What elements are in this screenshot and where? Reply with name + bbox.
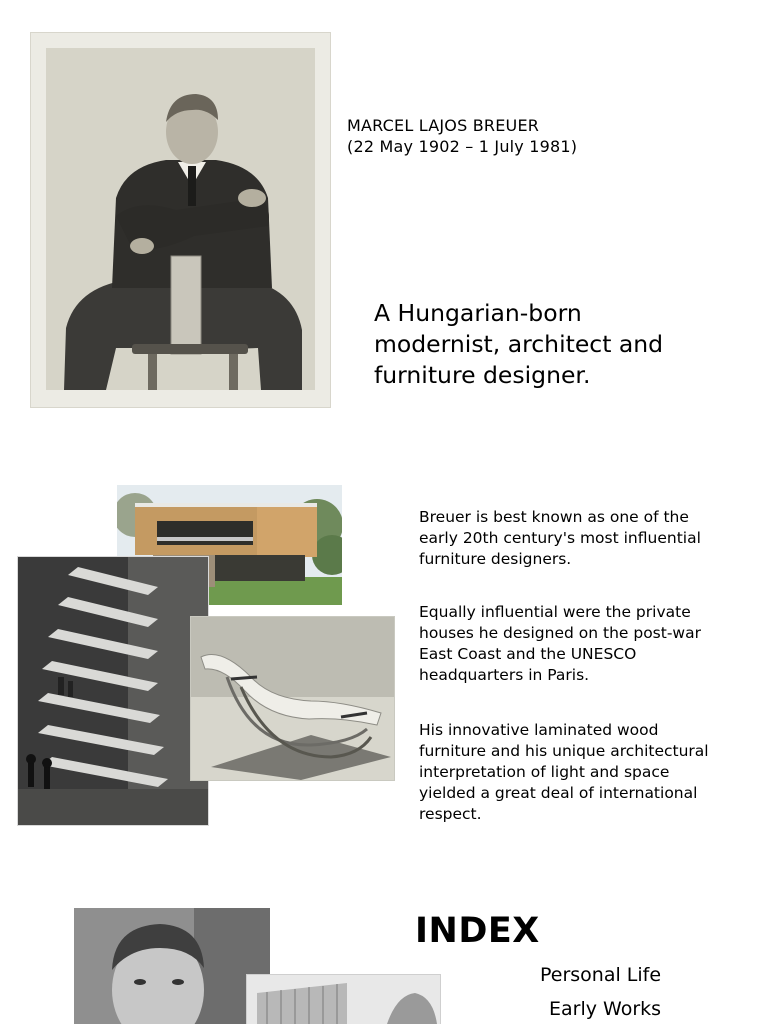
life-dates: (22 May 1902 – 1 July 1981) bbox=[347, 137, 578, 156]
building-photo bbox=[247, 975, 440, 1024]
tagline: A Hungarian-born modernist, architect and furniture designer. bbox=[374, 299, 664, 389]
index-heading: INDEX bbox=[415, 911, 540, 951]
architect-name: MARCEL LAJOS BREUER bbox=[347, 116, 540, 135]
portrait-photo bbox=[30, 32, 331, 408]
headshot-photo bbox=[74, 908, 270, 1024]
lounge-chair-photo bbox=[191, 617, 394, 780]
intro-paragraph: Breuer is best known as one of the early 20th century's most influential furniture designers. bbox=[419, 508, 701, 568]
houses-paragraph: Equally influential were the private houses he designed on the post-war East Coast and the UNESCO headquarters in Paris. bbox=[419, 603, 701, 684]
index-item-early-works[interactable]: Early Works bbox=[549, 998, 662, 1020]
legacy-paragraph: His innovative laminated wood furniture and his unique architectural interpretation of light and space yielded a great deal of international respect. bbox=[419, 721, 709, 823]
index-item-personal-life[interactable]: Personal Life bbox=[540, 964, 662, 986]
staircase-photo bbox=[18, 557, 208, 825]
portrait-figure bbox=[46, 48, 315, 390]
